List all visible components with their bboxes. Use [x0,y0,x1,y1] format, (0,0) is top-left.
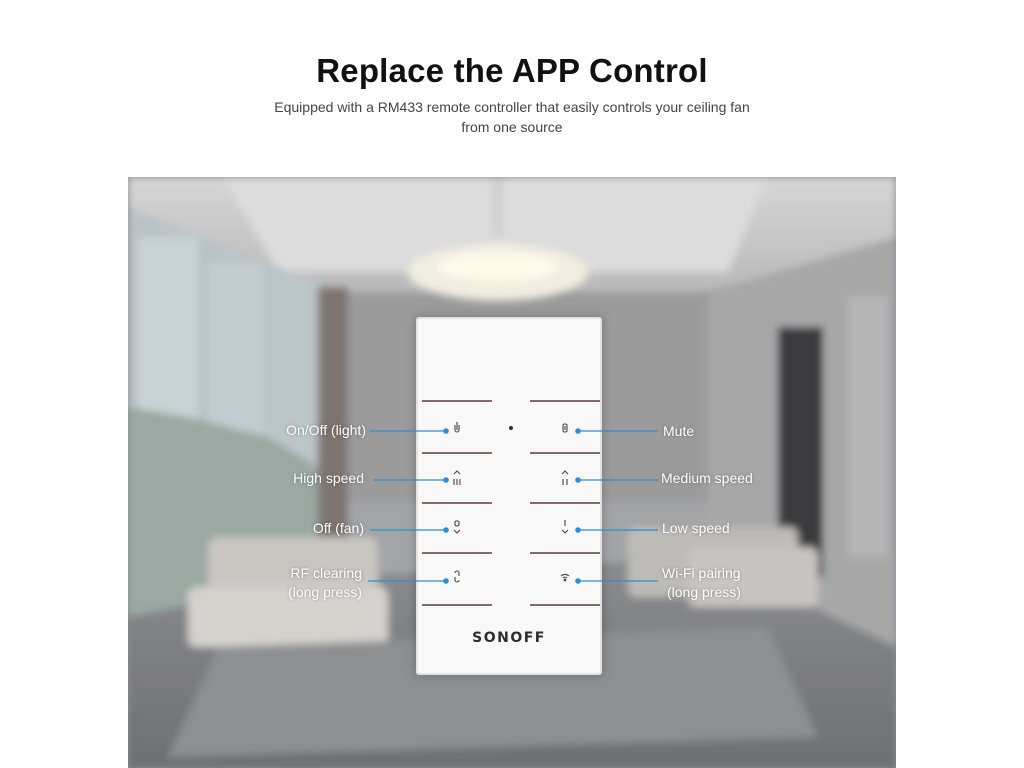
living-room-photo [128,177,896,768]
callout-low-speed: Low speed [662,520,730,536]
subtitle-line-2: from one source [461,119,563,135]
sonoff-logo: SONOFF [472,630,546,646]
callout-lines [128,177,896,768]
callout-medium-speed: Medium speed [661,470,753,486]
callout-mute: Mute [663,423,695,439]
callout-wifi-pairing-line2: (long press) [667,584,741,600]
callout-rf-clearing-line1: RF clearing [290,565,362,581]
subtitle-line-1: Equipped with a RM433 remote controller that easily controls your ceiling fan [274,99,750,115]
callout-wifi-pairing-line1: Wi-Fi pairing [662,565,741,581]
callout-wifi-pairing [662,564,741,602]
callout-rf-clearing [288,564,362,602]
callout-rf-clearing-line2: (long press) [288,584,362,600]
page-subtitle [240,97,784,137]
page-title: Replace the APP Control [316,52,708,89]
callout-high-speed: High speed [293,470,364,486]
callout-onoff-light: On/Off (light) [286,422,366,438]
callout-off-fan: Off (fan) [312,520,364,536]
